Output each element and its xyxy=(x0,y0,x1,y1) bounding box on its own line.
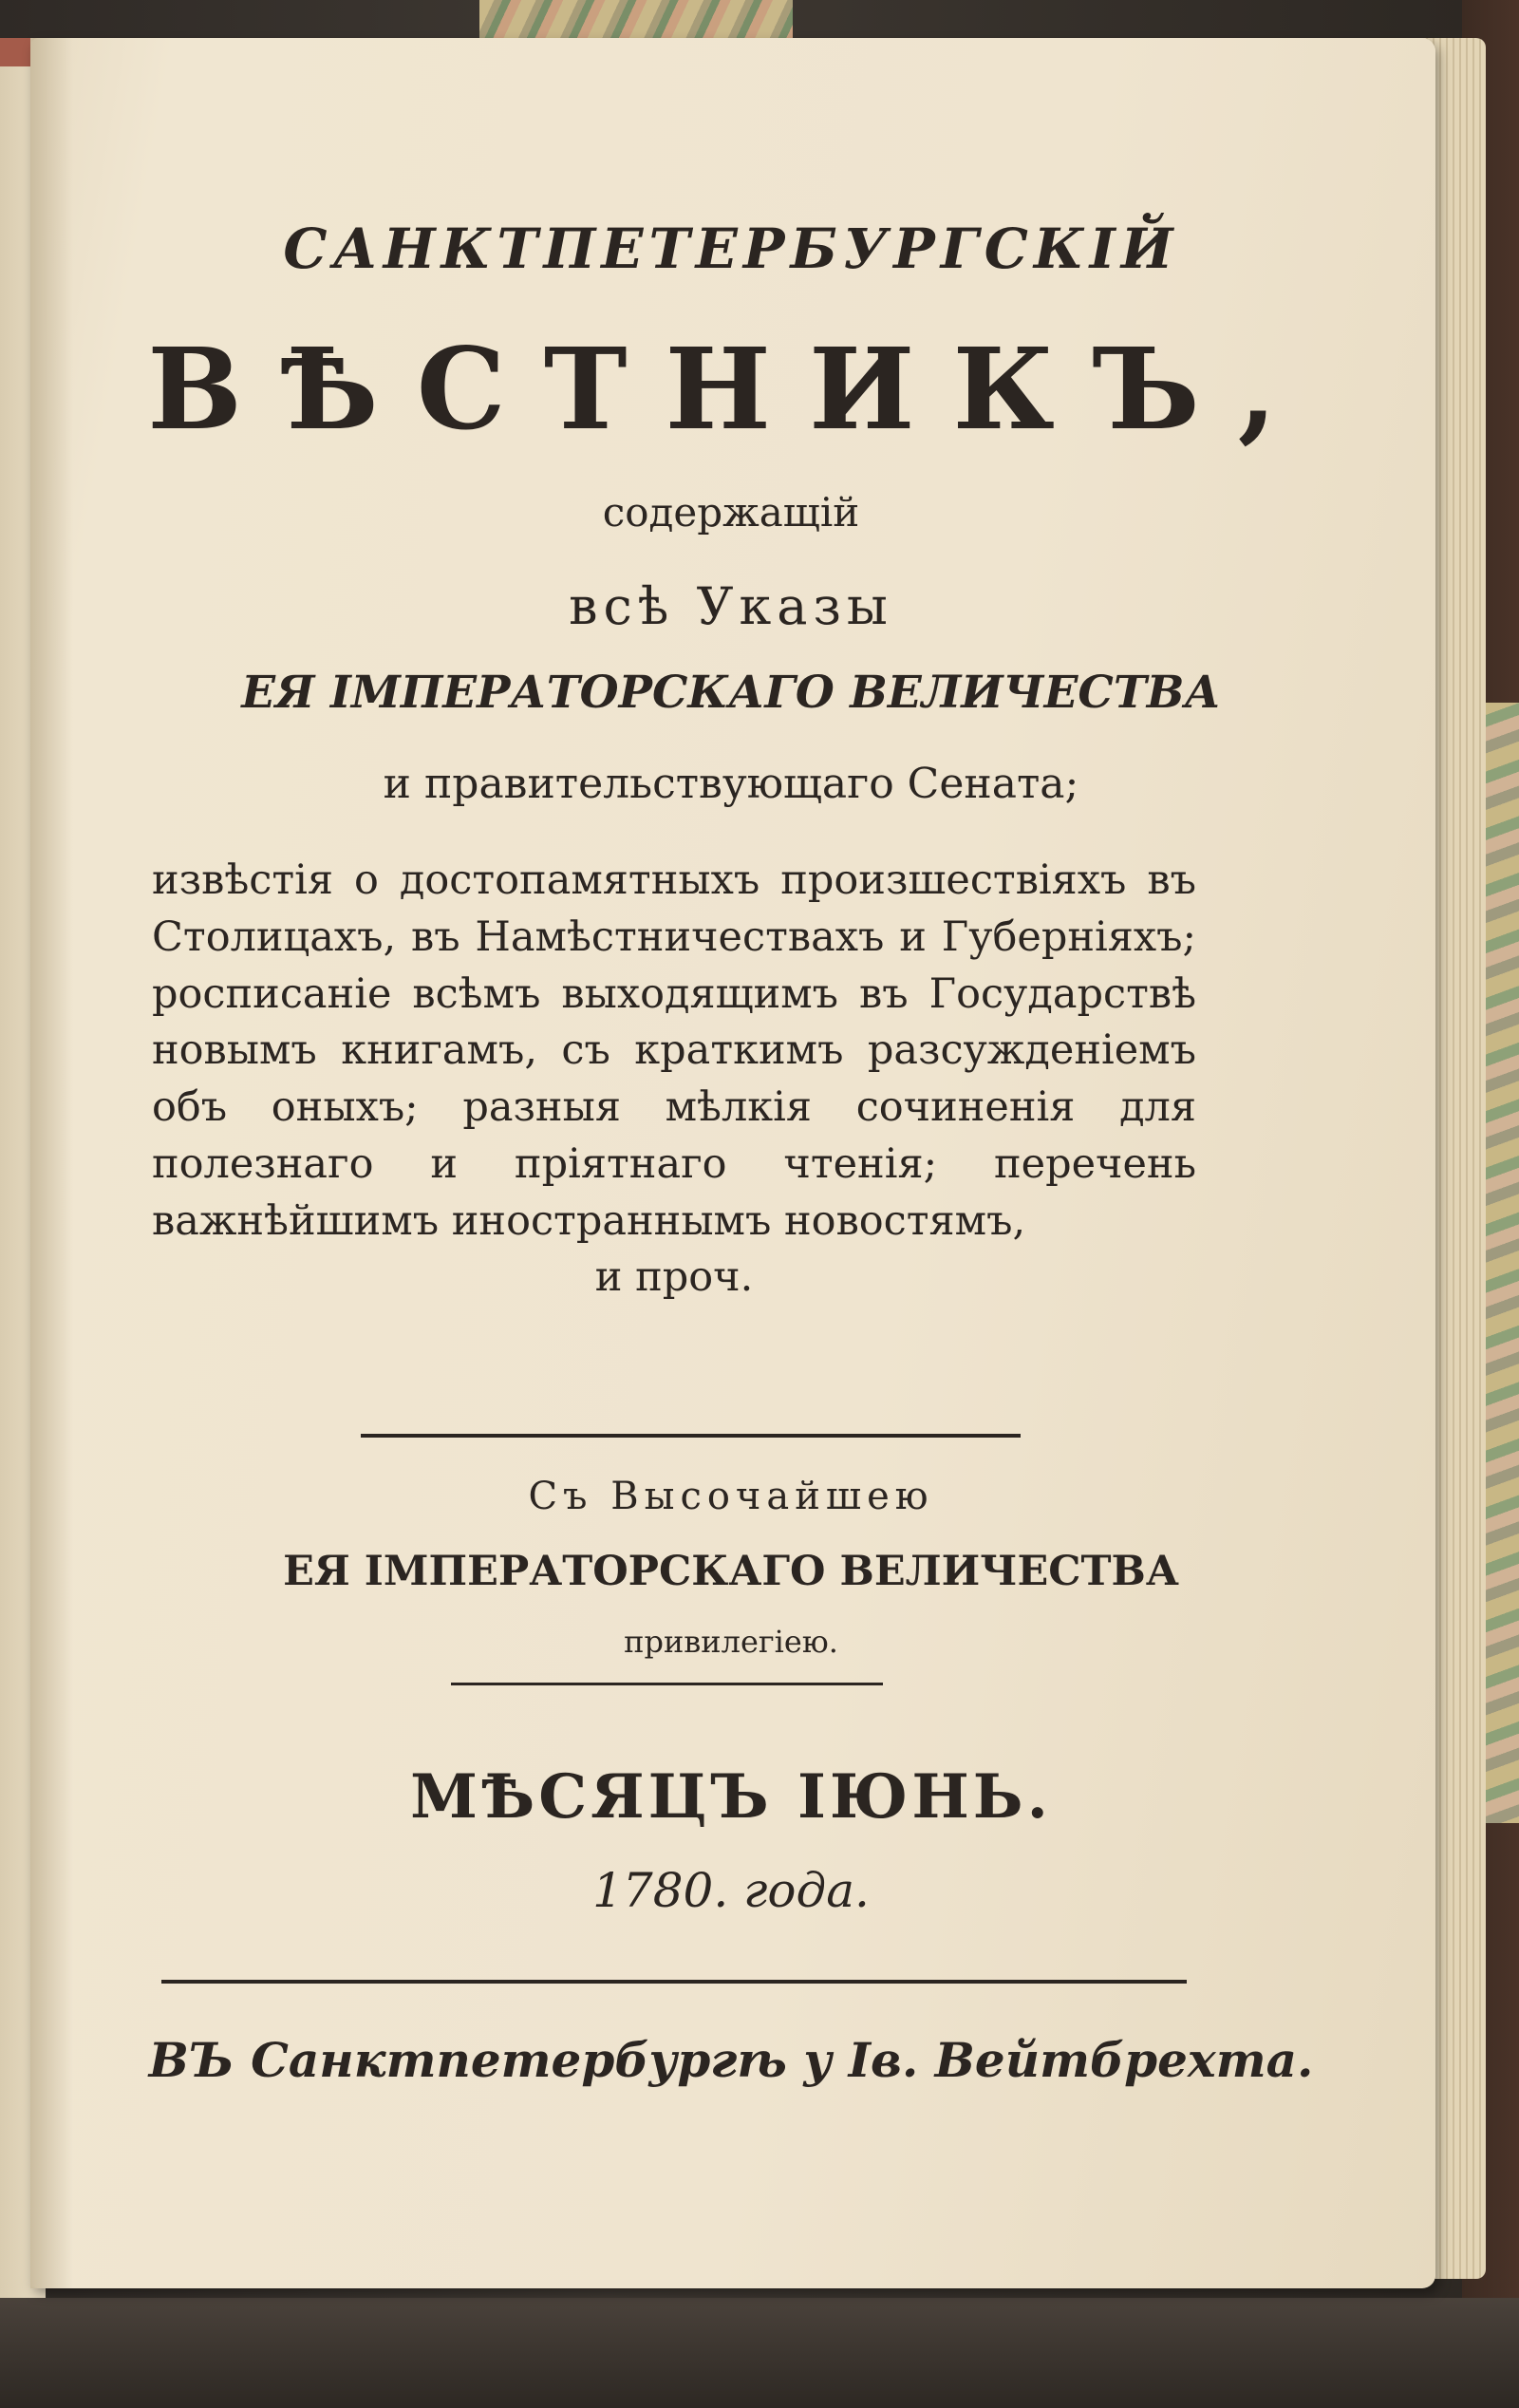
description-paragraph xyxy=(152,853,1196,1307)
divider-rule-1 xyxy=(361,1434,1021,1438)
privilege-line-3: привилегіею. xyxy=(624,1624,838,1660)
issue-month: МѢСЯЦЪ ІЮНЬ. xyxy=(410,1761,1052,1833)
description-end: и проч. xyxy=(594,1253,754,1302)
divider-rule-3 xyxy=(161,1980,1187,1984)
issue-year: 1780. года. xyxy=(592,1863,870,1918)
privilege-line-1: Съ Высочайшею xyxy=(528,1475,934,1518)
privilege-line-2: ЕЯ ІМПЕРАТОРСКАГО ВЕЛИЧЕСТВА xyxy=(283,1548,1179,1595)
imprint-line: ВЪ Санктпетербургѣ у Ів. Вейтбрехта. xyxy=(148,2032,1314,2088)
divider-rule-2 xyxy=(451,1683,883,1685)
subtitle-line-3: ЕЯ ІМПЕРАТОРСКАГО ВЕЛИЧЕСТВА xyxy=(241,667,1221,719)
subtitle-line-2: всѣ Указы xyxy=(569,576,893,636)
subtitle-line-4: и правительствующаго Сената; xyxy=(383,760,1079,808)
subtitle-line-1: содержащій xyxy=(602,489,860,536)
title-line-2: ВѢСТНИКЪ, xyxy=(147,323,1315,455)
title-line-1: САНКТПЕТЕРБУРГСКІЙ xyxy=(283,216,1179,281)
marbled-cover-top xyxy=(479,0,793,38)
table-surface xyxy=(0,2298,1519,2408)
description-text: извѣстія о достопамятныхъ произшествіяхъ въ Столицахъ, въ Намѣстничествахъ и Губерніяхъ; росписаніе всѣмъ выходящимъ въ Государствѣ новымъ книгамъ, съ краткимъ разсужденіемъ объ оныхъ; разныя мѣлкія сочиненія для полезнаго и пріятнаго чтенія; перечень важнѣйшимъ иностраннымъ новостямъ, xyxy=(152,856,1196,1245)
